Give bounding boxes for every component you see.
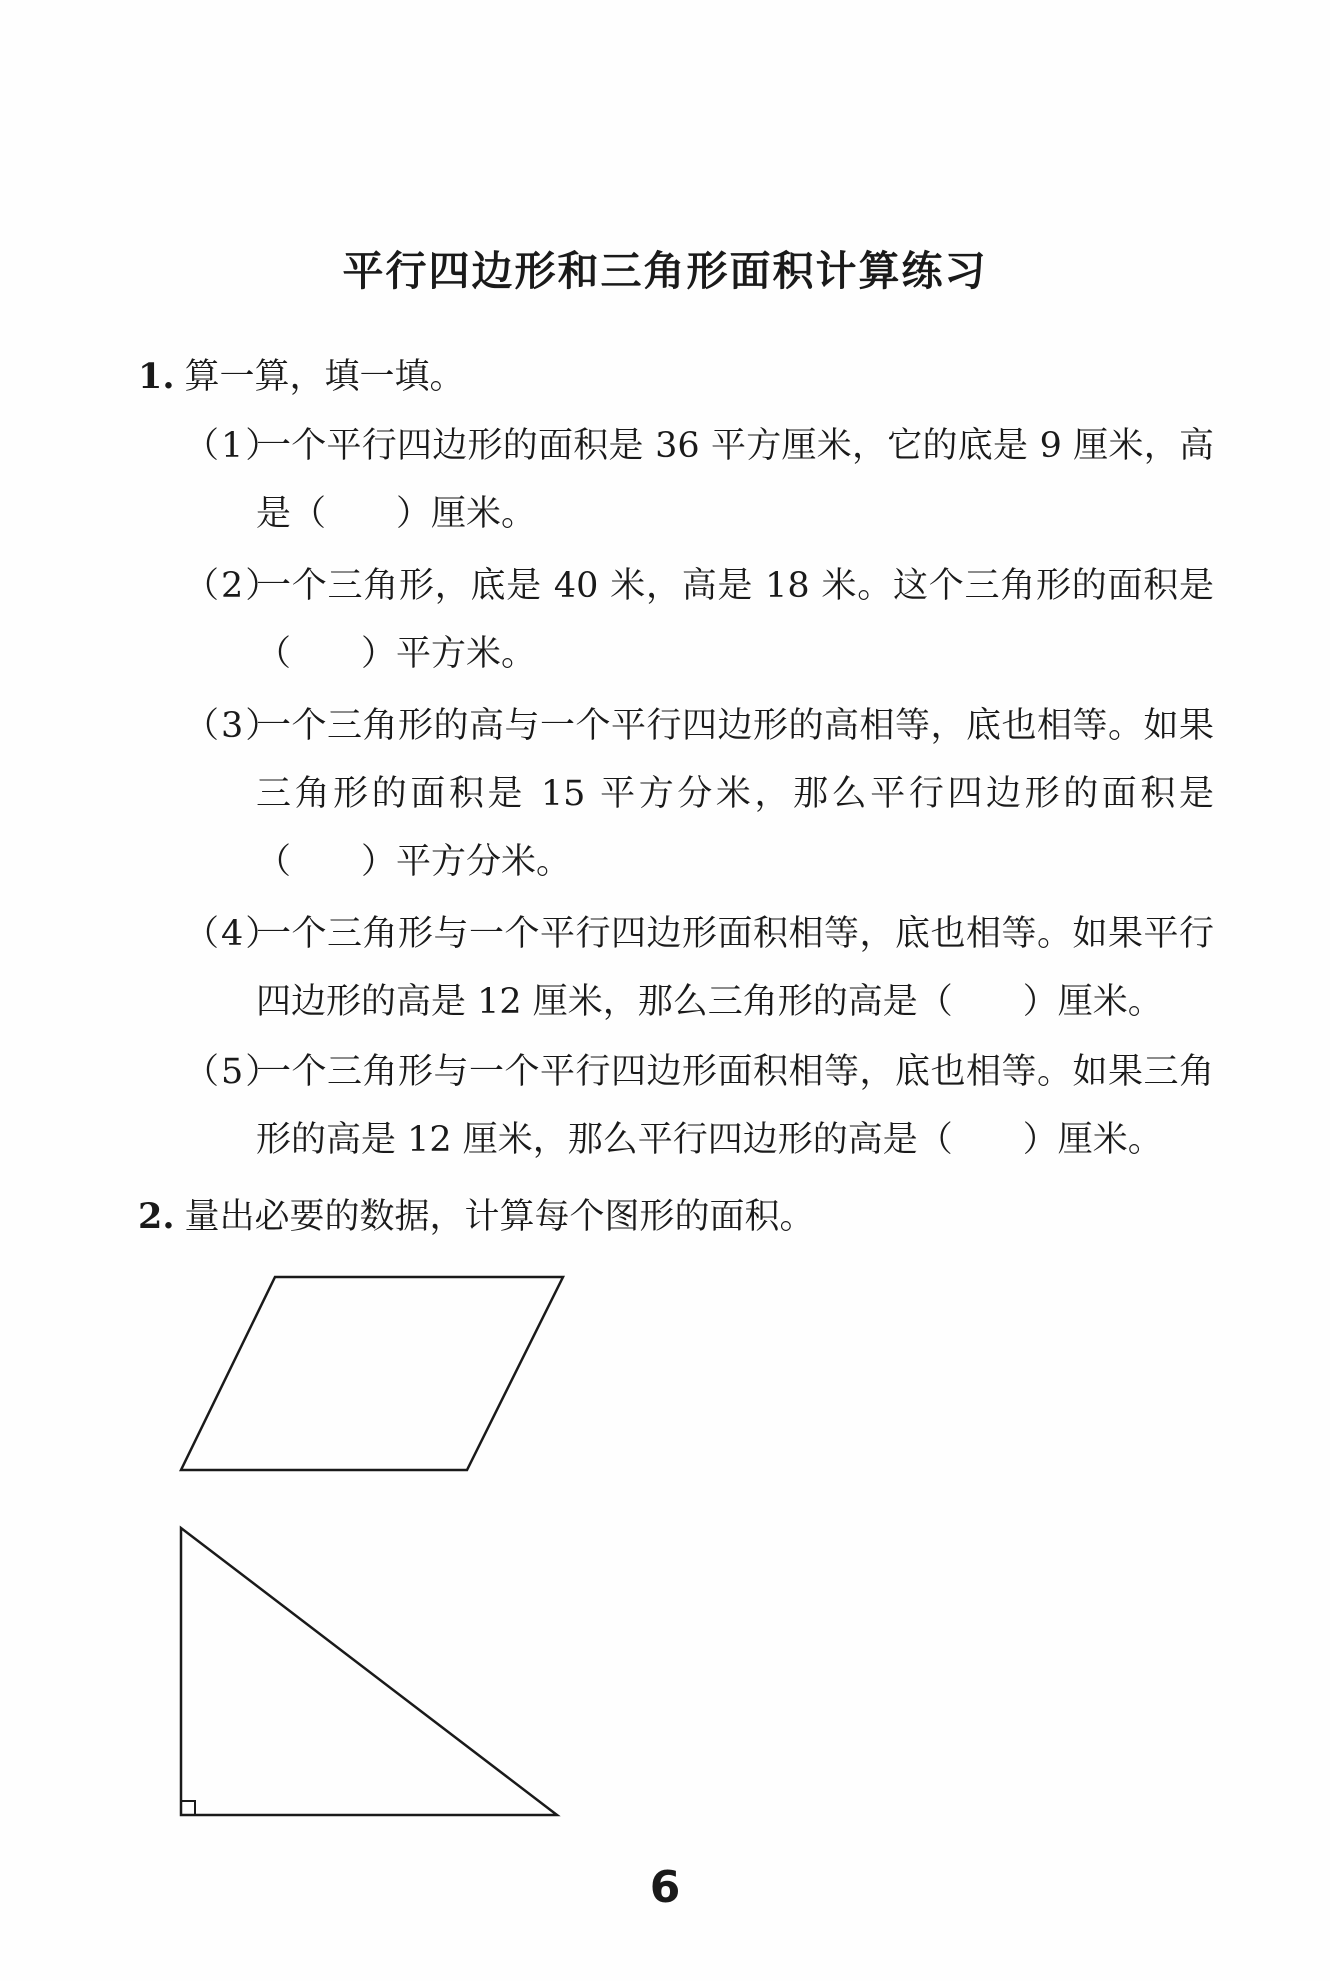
item-label: （2） bbox=[184, 566, 283, 606]
item-label: （1） bbox=[184, 426, 283, 466]
item-text: 一个平行四边形的面积是 36 平方厘米，它的底是 9 厘米，高是（ ）厘米。 bbox=[256, 426, 1214, 534]
right-angle-marker bbox=[181, 1801, 195, 1815]
item-text: 一个三角形的高与一个平行四边形的高相等，底也相等。如果三角形的面积是 15 平方分米，那么平行四边形的面积是（ ）平方分米。 bbox=[256, 706, 1214, 882]
parallelogram-figure bbox=[181, 1277, 563, 1470]
question-2-heading bbox=[138, 1195, 815, 1239]
question-2-number: 2. bbox=[138, 1196, 175, 1237]
right-triangle-figure bbox=[181, 1528, 557, 1815]
question-2-text: 量出必要的数据，计算每个图形的面积。 bbox=[184, 1197, 815, 1237]
question-1-item-3 bbox=[184, 692, 1214, 896]
item-label: （4） bbox=[184, 914, 283, 954]
question-1-item-4 bbox=[184, 900, 1214, 1036]
item-text: 一个三角形，底是 40 米，高是 18 米。这个三角形的面积是（ ）平方米。 bbox=[256, 566, 1214, 674]
question-1-item-1 bbox=[184, 412, 1214, 548]
item-label: （3） bbox=[184, 706, 283, 746]
question-1-item-5 bbox=[184, 1038, 1214, 1174]
item-text: 一个三角形与一个平行四边形面积相等，底也相等。如果平行四边形的高是 12 厘米，那么三角形的高是（ ）厘米。 bbox=[256, 914, 1214, 1022]
item-text: 一个三角形与一个平行四边形面积相等，底也相等。如果三角形的高是 12 厘米，那么平行四边形的高是（ ）厘米。 bbox=[256, 1052, 1214, 1160]
item-label: （5） bbox=[184, 1052, 283, 1092]
page-title: 平行四边形和三角形面积计算练习 bbox=[342, 247, 988, 295]
question-1-item-2 bbox=[184, 552, 1214, 688]
page-number: 6 bbox=[649, 1862, 681, 1913]
question-1-number: 1. bbox=[138, 356, 175, 397]
question-1-text: 算一算，填一填。 bbox=[184, 357, 465, 397]
question-1-heading bbox=[138, 355, 465, 399]
